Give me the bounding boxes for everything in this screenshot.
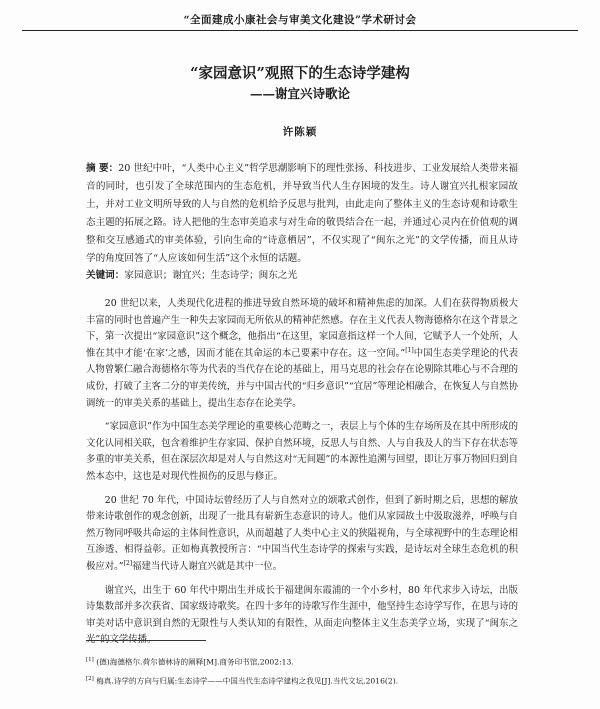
paragraph-1-part-a: 20 世纪以来，人类现代化进程的推进导致自然环境的破坏和精神焦虑的加深。人们在获得物质极大丰富的同时也普遍产生一种失去家园而无所依从的精神茫然感。存在主义代表人物海德格尔在这个背景之下，第一次提出“家园意识”这个概念，他指出“在这里，家园意指这样一个人间，它赋予人一个处所，人惟在其中才能‘在家’之感，因而才能在其命运的本己要素中存在。这一空间。”	[86, 298, 518, 359]
keywords	[86, 268, 518, 284]
paragraph-3-part-a: 20 世纪 70 年代，中国诗坛曾经历了人与自然对立的颂歌式创作，但到了新时期之后，思想的解放带来诗歌创作的观念创新，出现了一批具有崭新生态意识的诗人。他们从家园故土中汲取滋养，呼唤与自然万物同呼吸共命运的主体间性意识，从而超越了人类中心主义的狭隘视角，与全球视野中的生态理论相互渗透、相得益彰。正如梅真教授所言：“中国当代生态诗学的探索与实践，是诗坛对全球生态危机的积极应对。”	[86, 494, 518, 572]
header-rule	[22, 30, 578, 31]
author-name: 许陈颖	[282, 126, 318, 138]
running-head: “全面建成小康社会与审美文化建设”学术研讨会	[183, 14, 417, 26]
paragraph-3-part-b: 福建当代诗人谢宜兴就是其中一位。	[132, 560, 283, 572]
body-text	[86, 296, 518, 656]
article-title: “家园意识”观照下的生态诗学建构	[190, 65, 410, 82]
paragraph-1	[86, 296, 518, 412]
abstract-text: 20 世纪中叶，“人类中心主义”哲学思潮影响下的理性张扬、科技进步、工业发展给人类带来福音的同时，也引发了全球范围内的生态危机，并导致当代人生存困境的发生。诗人谢宜兴扎根家园故土，并对工业文明所导致的人与自然的危机给予反思与批判，由此走向了整体主义的生态诗观和诗歌生态主题的拓展之路。诗人把他的生态审美追求与对生命的敬畏结合在一起，并通过心灵内在价值观的调整和交互感通式的审美体验，引向生命的“诗意栖居”，不仅实现了“闽东之光”的文学传播，而且从诗学的角度回答了“人应该如何生活”这个永恒的话题。	[86, 163, 518, 264]
footnote-2-text: 梅真.诗学的方向与归属:生态诗学——中国当代生态诗学建构之我见[J].当代文坛,2016(2).	[96, 676, 399, 686]
footnote-1-mark: [1]	[86, 657, 94, 663]
keywords-label: 关键词：	[86, 270, 125, 281]
article-subtitle: ——谢宜兴诗歌论	[249, 86, 350, 101]
footnote-1-text: (德)海德格尔.荷尔德林诗的阐释[M].商务印书馆,2002:13.	[96, 657, 294, 667]
paragraph-1-part-b: 中国生态美学理论的代表人物曾繁仁融合海德格尔等为代表的当代存在论的基础上，用马克思的社会存在论剔除其唯心与不合理的成份，打破了主客二分的审美传统，并与中国古代的“归乡意识”“宜居”等理论相融合，在恢复人与自然协调统一的审美关系的基础上，提出生态存在论美学。	[86, 347, 518, 409]
keywords-text: 家园意识；谢宜兴；生态诗学；闽东之光	[124, 270, 298, 281]
abstract-label: 摘 要：	[86, 163, 119, 174]
abstract	[86, 160, 518, 268]
paragraph-4: 谢宜兴，出生于 60 年代中期出生并成长于福建闽东霞浦的一个小乡村，80 年代求步入诗坛，出版诗集数部并多次获省、国家级诗歌奖。在四十多年的诗歌写作生涯中，他坚持生态诗学写作，在思与诗的审美对话中意识到自然的无限性与人类认知的有限性，从面走向整体主义生态美学立场，实现了“闽东之光”的文学传播。	[86, 584, 518, 646]
footnotes	[86, 652, 526, 689]
footnote-ref-1: [1]	[405, 346, 414, 354]
paragraph-3	[86, 493, 518, 576]
paragraph-2: “家园意识”作为中国生态美学理论的重要核心范畴之一，表层上与个体的生存场所及在其中所形成的文化认同相关联，包含着维护生存家园、保护自然环境，反思人与自然、人与自我及人的当下存在状态等多重的审美关系，但在深层次却是对人与自然这对“无间题”的本源性追溯与回望，即让万事万物回归到自然本态中，这也是对现代性损伤的反思与修正。	[86, 421, 518, 482]
footnote-rule	[86, 640, 206, 641]
footnote-2-mark: [2]	[86, 675, 94, 682]
footnote-ref-2: [2]	[123, 559, 133, 567]
footnote-1	[86, 652, 526, 671]
footnote-2	[86, 671, 526, 690]
